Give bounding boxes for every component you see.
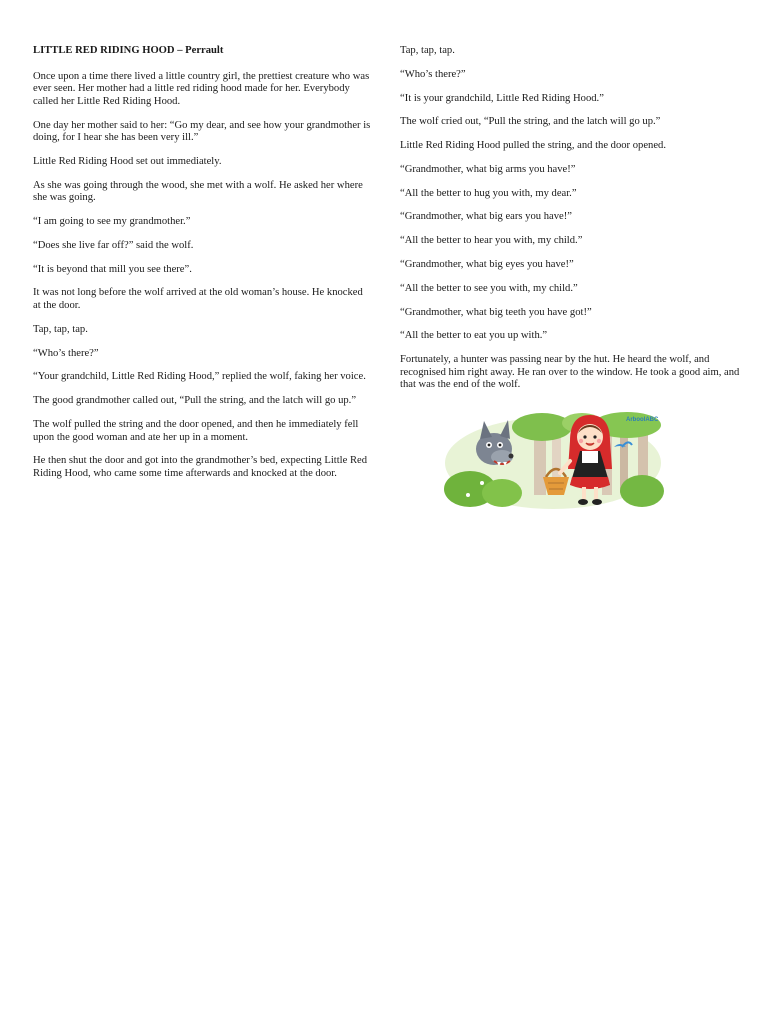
left-column (33, 45, 373, 492)
paragraph: “I am going to see my grandmother.” (33, 216, 191, 228)
paragraph: “All the better to hug you with, my dear.” (400, 187, 577, 199)
right-column (400, 45, 745, 516)
paragraph: It was not long before the wolf arrived at the old woman’s house. He knocked at the door. (33, 287, 363, 312)
paragraph: “Grandmother, what big ears you have!” (400, 211, 572, 223)
paragraph: “All the better to hear you with, my child.” (400, 235, 583, 247)
paragraph: Tap, tap, tap. (400, 45, 455, 56)
paragraph: He then shut the door and got into the grandmother’s bed, expecting Little Red Riding Hood, who came some time afterwards and knocked at the door. (33, 455, 368, 479)
paragraph: “It is your grandchild, Little Red Riding Hood.” (400, 92, 604, 104)
paragraph: “Who’s there?” (33, 347, 99, 359)
paragraph: “Does she live far off?” said the wolf. (33, 239, 194, 251)
paragraph: “Who’s there?” (400, 68, 466, 80)
paragraph: Little Red Riding Hood pulled the string, and the door opened. (400, 140, 666, 152)
paragraph: Fortunately, a hunter was passing near by the hut. He heard the wolf, and recognised him right away. He ran over to the window. He took a good aim, and that was the end of the wolf. (400, 354, 740, 391)
paragraph: The good grandmother called out, “Pull the string, and the latch will go up.” (33, 395, 357, 407)
story-title: LITTLE RED RIDING HOOD – Perrault (33, 45, 224, 56)
paragraph: “All the better to see you with, my child.” (400, 282, 578, 294)
paragraph: “Grandmother, what big eyes you have!” (400, 259, 574, 271)
paragraph: The wolf pulled the string and the door opened, and then he immediately fell upon the good woman and ate her up in a moment. (33, 418, 359, 443)
red-riding-hood-illustration (442, 411, 664, 511)
paragraph: “Grandmother, what big arms you have!” (400, 163, 576, 175)
paragraph: Tap, tap, tap. (33, 323, 88, 335)
paragraph: The wolf cried out, “Pull the string, and the latch will go up.” (400, 116, 661, 128)
paragraph: Little Red Riding Hood set out immediately. (33, 155, 222, 167)
paragraph: “Grandmother, what big teeth you have got!” (400, 306, 592, 318)
paragraph: “It is beyond that mill you see there”. (33, 263, 192, 275)
paragraph: “Your grandchild, Little Red Riding Hood,” replied the wolf, faking her voice. (33, 371, 366, 383)
illustration-logo: ArboolABC (626, 417, 659, 424)
paragraph: As she was going through the wood, she met with a wolf. He asked her where she was going. (33, 179, 363, 204)
paragraph: One day her mother said to her: “Go my dear, and see how your grandmother is doing, for I hear she has been very ill.” (33, 119, 371, 144)
paragraph: “All the better to eat you up with.” (400, 330, 548, 342)
paragraph: Once upon a time there lived a little country girl, the prettiest creature who was ever seen. Her mother had a little red riding hood made for her. Everybody called her Little Red Riding Hood. (33, 70, 370, 107)
